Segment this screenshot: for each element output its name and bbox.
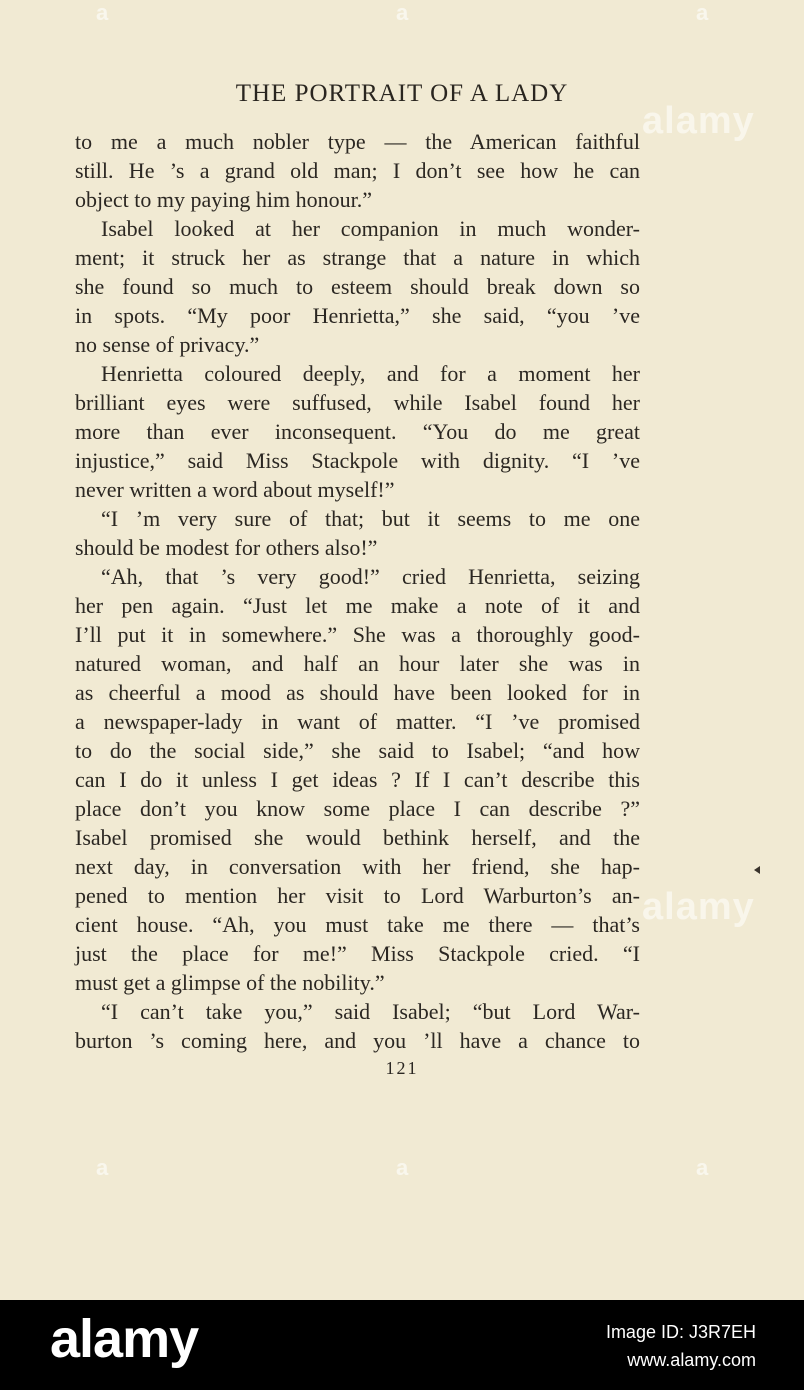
stock-footer-bar (0, 1300, 804, 1390)
text-line: I’ll put it in somewhere.” She was a thoroughly good- (75, 622, 640, 647)
image-id-label: Image ID: J3R7EH (605, 1322, 756, 1342)
text-line: Henrietta coloured deeply, and for a moment her (101, 361, 640, 386)
watermark-mark: a (696, 1155, 709, 1180)
site-url: www.alamy.com (627, 1350, 756, 1370)
text-line: “Ah, that ’s very good!” cried Henrietta, seizing (101, 564, 640, 589)
text-line: burton ’s coming here, and you ’ll have a chance to (75, 1028, 640, 1053)
text-line: to me a much nobler type — the American faithful (75, 129, 640, 154)
text-line: place don’t you know some place I can describe ?” (75, 796, 640, 821)
text-line: ment; it struck her as strange that a nature in which (75, 245, 640, 270)
text-line: must get a glimpse of the nobility.” (75, 970, 385, 995)
text-line: brilliant eyes were suffused, while Isabel found her (75, 390, 640, 415)
text-line: should be modest for others also!” (75, 535, 378, 560)
watermark-mark: a (396, 0, 409, 25)
text-line: still. He ’s a grand old man; I don’t see how he can (75, 158, 640, 183)
text-line: Isabel promised she would bethink herself, and the (75, 825, 640, 850)
page-number: 121 (385, 1058, 419, 1078)
alamy-logo: alamy (50, 1309, 199, 1369)
text-line: more than ever inconsequent. “You do me great (75, 419, 640, 444)
text-line: to do the social side,” she said to Isabel; “and how (75, 738, 640, 763)
text-line: as cheerful a mood as should have been looked for in (75, 680, 640, 705)
text-line: she found so much to esteem should break down so (75, 274, 640, 299)
text-line: pened to mention her visit to Lord Warburton’s an- (75, 883, 640, 908)
text-line: Isabel looked at her companion in much wonder- (101, 216, 640, 241)
text-line: just the place for me!” Miss Stackpole cried. “I (75, 941, 640, 966)
page-body-text (75, 127, 640, 1055)
text-line: a newspaper-lady in want of matter. “I ’ve promised (75, 709, 640, 734)
text-line: object to my paying him honour.” (75, 187, 372, 212)
watermark-logo: alamy (642, 100, 755, 142)
watermark-logo: alamy (642, 886, 755, 928)
watermark-mark: a (96, 0, 109, 25)
text-line: next day, in conversation with her friend, she hap- (75, 854, 640, 879)
text-line: can I do it unless I get ideas ? If I can’t describe this (75, 767, 640, 792)
text-line: injustice,” said Miss Stackpole with dignity. “I ’ve (75, 448, 640, 473)
text-line: never written a word about myself!” (75, 477, 395, 502)
text-line: “I ’m very sure of that; but it seems to me one (101, 506, 640, 531)
text-line: her pen again. “Just let me make a note of it and (75, 593, 640, 618)
running-header: THE PORTRAIT OF A LADY (235, 80, 569, 107)
watermark-mark: a (696, 0, 709, 25)
margin-mark-icon (754, 866, 760, 874)
text-line: no sense of privacy.” (75, 332, 260, 357)
text-line: natured woman, and half an hour later she was in (75, 651, 640, 676)
text-line: “I can’t take you,” said Isabel; “but Lord War- (101, 999, 640, 1024)
watermark-mark: a (96, 1155, 109, 1180)
text-line: in spots. “My poor Henrietta,” she said, “you ’ve (75, 303, 640, 328)
text-line: cient house. “Ah, you must take me there — that’s (75, 912, 640, 937)
watermark-mark: a (396, 1155, 409, 1180)
